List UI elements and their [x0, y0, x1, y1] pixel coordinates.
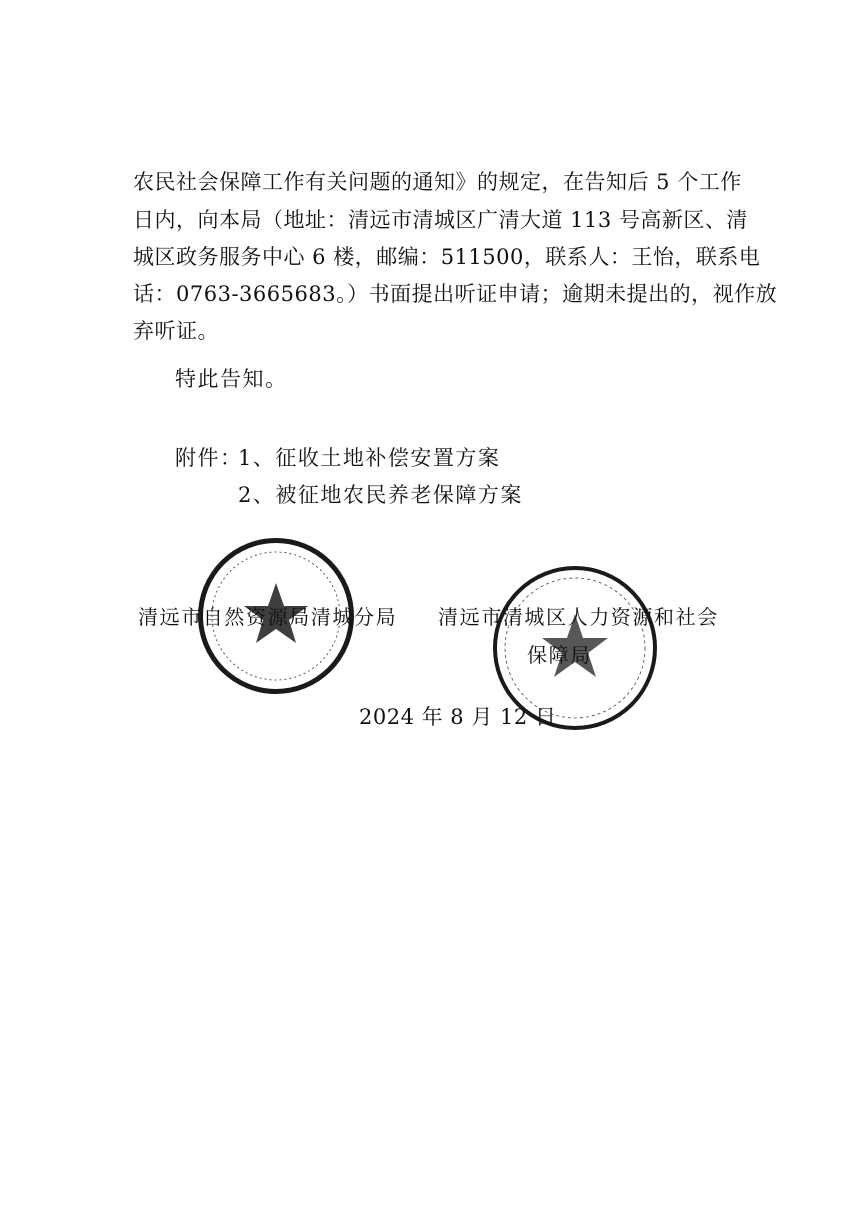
body-line-4: 话：0763-3665683。）书面提出听证申请；逾期未提出的，视作放	[133, 282, 778, 306]
attachments-label: 附件：	[175, 446, 243, 470]
signature-org-2-line-1: 清远市清城区人力资源和社会	[438, 605, 719, 629]
signature-org-2-line-2: 保障局	[527, 643, 592, 667]
body-line-2: 日内，向本局（地址：清远市清城区广清大道 113 号高新区、清	[133, 208, 748, 232]
signature-org-1: 清远市自然资源局清城分局	[138, 605, 398, 629]
document-date: 2024 年 8 月 12 日	[359, 705, 557, 729]
attachment-item-1: 1、征收土地补偿安置方案	[238, 446, 501, 470]
body-line-5: 弃听证。	[133, 319, 219, 343]
body-line-3: 城区政务服务中心 6 楼，邮编：511500，联系人：王怡，联系电	[133, 245, 761, 269]
closing-text: 特此告知。	[175, 367, 288, 391]
body-line-1: 农民社会保障工作有关问题的通知》的规定，在告知后 5 个工作	[133, 170, 742, 194]
attachment-item-2: 2、被征地农民养老保障方案	[238, 483, 523, 507]
